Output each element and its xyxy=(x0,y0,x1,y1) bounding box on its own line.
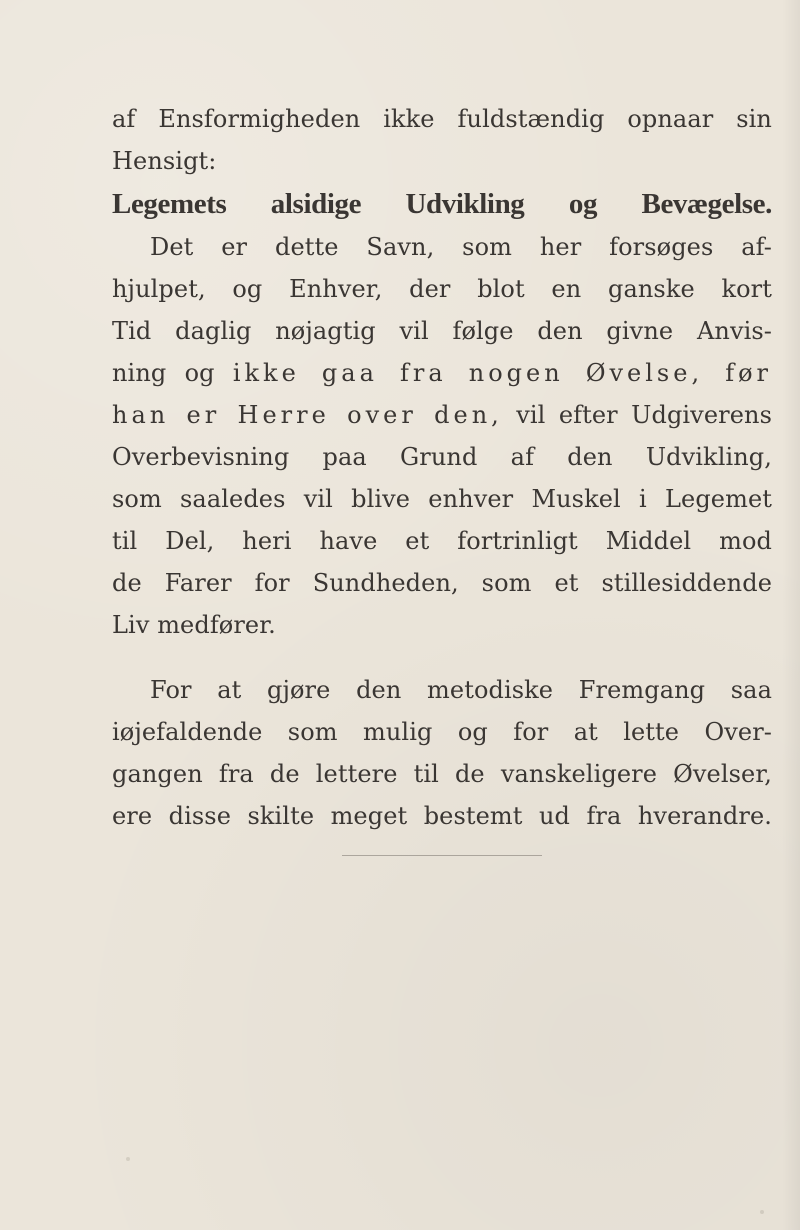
text-line-12: Liv medfører. xyxy=(112,611,276,639)
text-line-1: af Ensformigheden ikke fuldstændig opnaar sin xyxy=(112,105,772,133)
text-line-7 xyxy=(112,394,772,436)
text-line-3: Det er dette Savn, som her forsøges af- xyxy=(150,233,772,261)
page-edge-shadow xyxy=(782,0,800,1230)
paper-speck xyxy=(760,1210,764,1214)
text-line-14: iøjefaldende som mulig og for at lette Over- xyxy=(112,718,772,746)
text-line-7-end: vil efter Udgiverens xyxy=(516,401,772,429)
text-line-15: gangen fra de lettere til de vanskeligere Øvelser, xyxy=(112,760,772,788)
text-line-6-start: ning og xyxy=(112,359,215,387)
section-heading: Legemets alsidige Udvikling og Bevægelse. xyxy=(112,188,772,220)
text-line-8: Overbevisning paa Grund af den Udvikling, xyxy=(112,443,772,471)
text-line-10: til Del, heri have et fortrinligt Middel mod xyxy=(112,527,772,555)
text-line-6 xyxy=(112,352,772,394)
emphasized-phrase-1: ikke gaa fra nogen Øvelse, før xyxy=(232,359,772,387)
paper-speck xyxy=(126,1157,130,1161)
footer-rule xyxy=(342,855,542,856)
text-line-16: ere disse skilte meget bestemt ud fra hverandre. xyxy=(112,802,772,830)
text-line-13: For at gjøre den metodiske Fremgang saa xyxy=(150,676,772,704)
emphasized-phrase-2: han er Herre over den, xyxy=(112,401,503,429)
body-text xyxy=(112,98,772,837)
text-line-2: Hensigt: xyxy=(112,147,217,175)
text-line-4: hjulpet, og Enhver, der blot en ganske kort xyxy=(112,275,772,303)
text-line-11: de Farer for Sundheden, som et stillesiddende xyxy=(112,569,772,597)
text-line-9: som saaledes vil blive enhver Muskel i Legemet xyxy=(112,485,772,513)
text-line-5: Tid daglig nøjagtig vil følge den givne Anvis- xyxy=(112,317,772,345)
